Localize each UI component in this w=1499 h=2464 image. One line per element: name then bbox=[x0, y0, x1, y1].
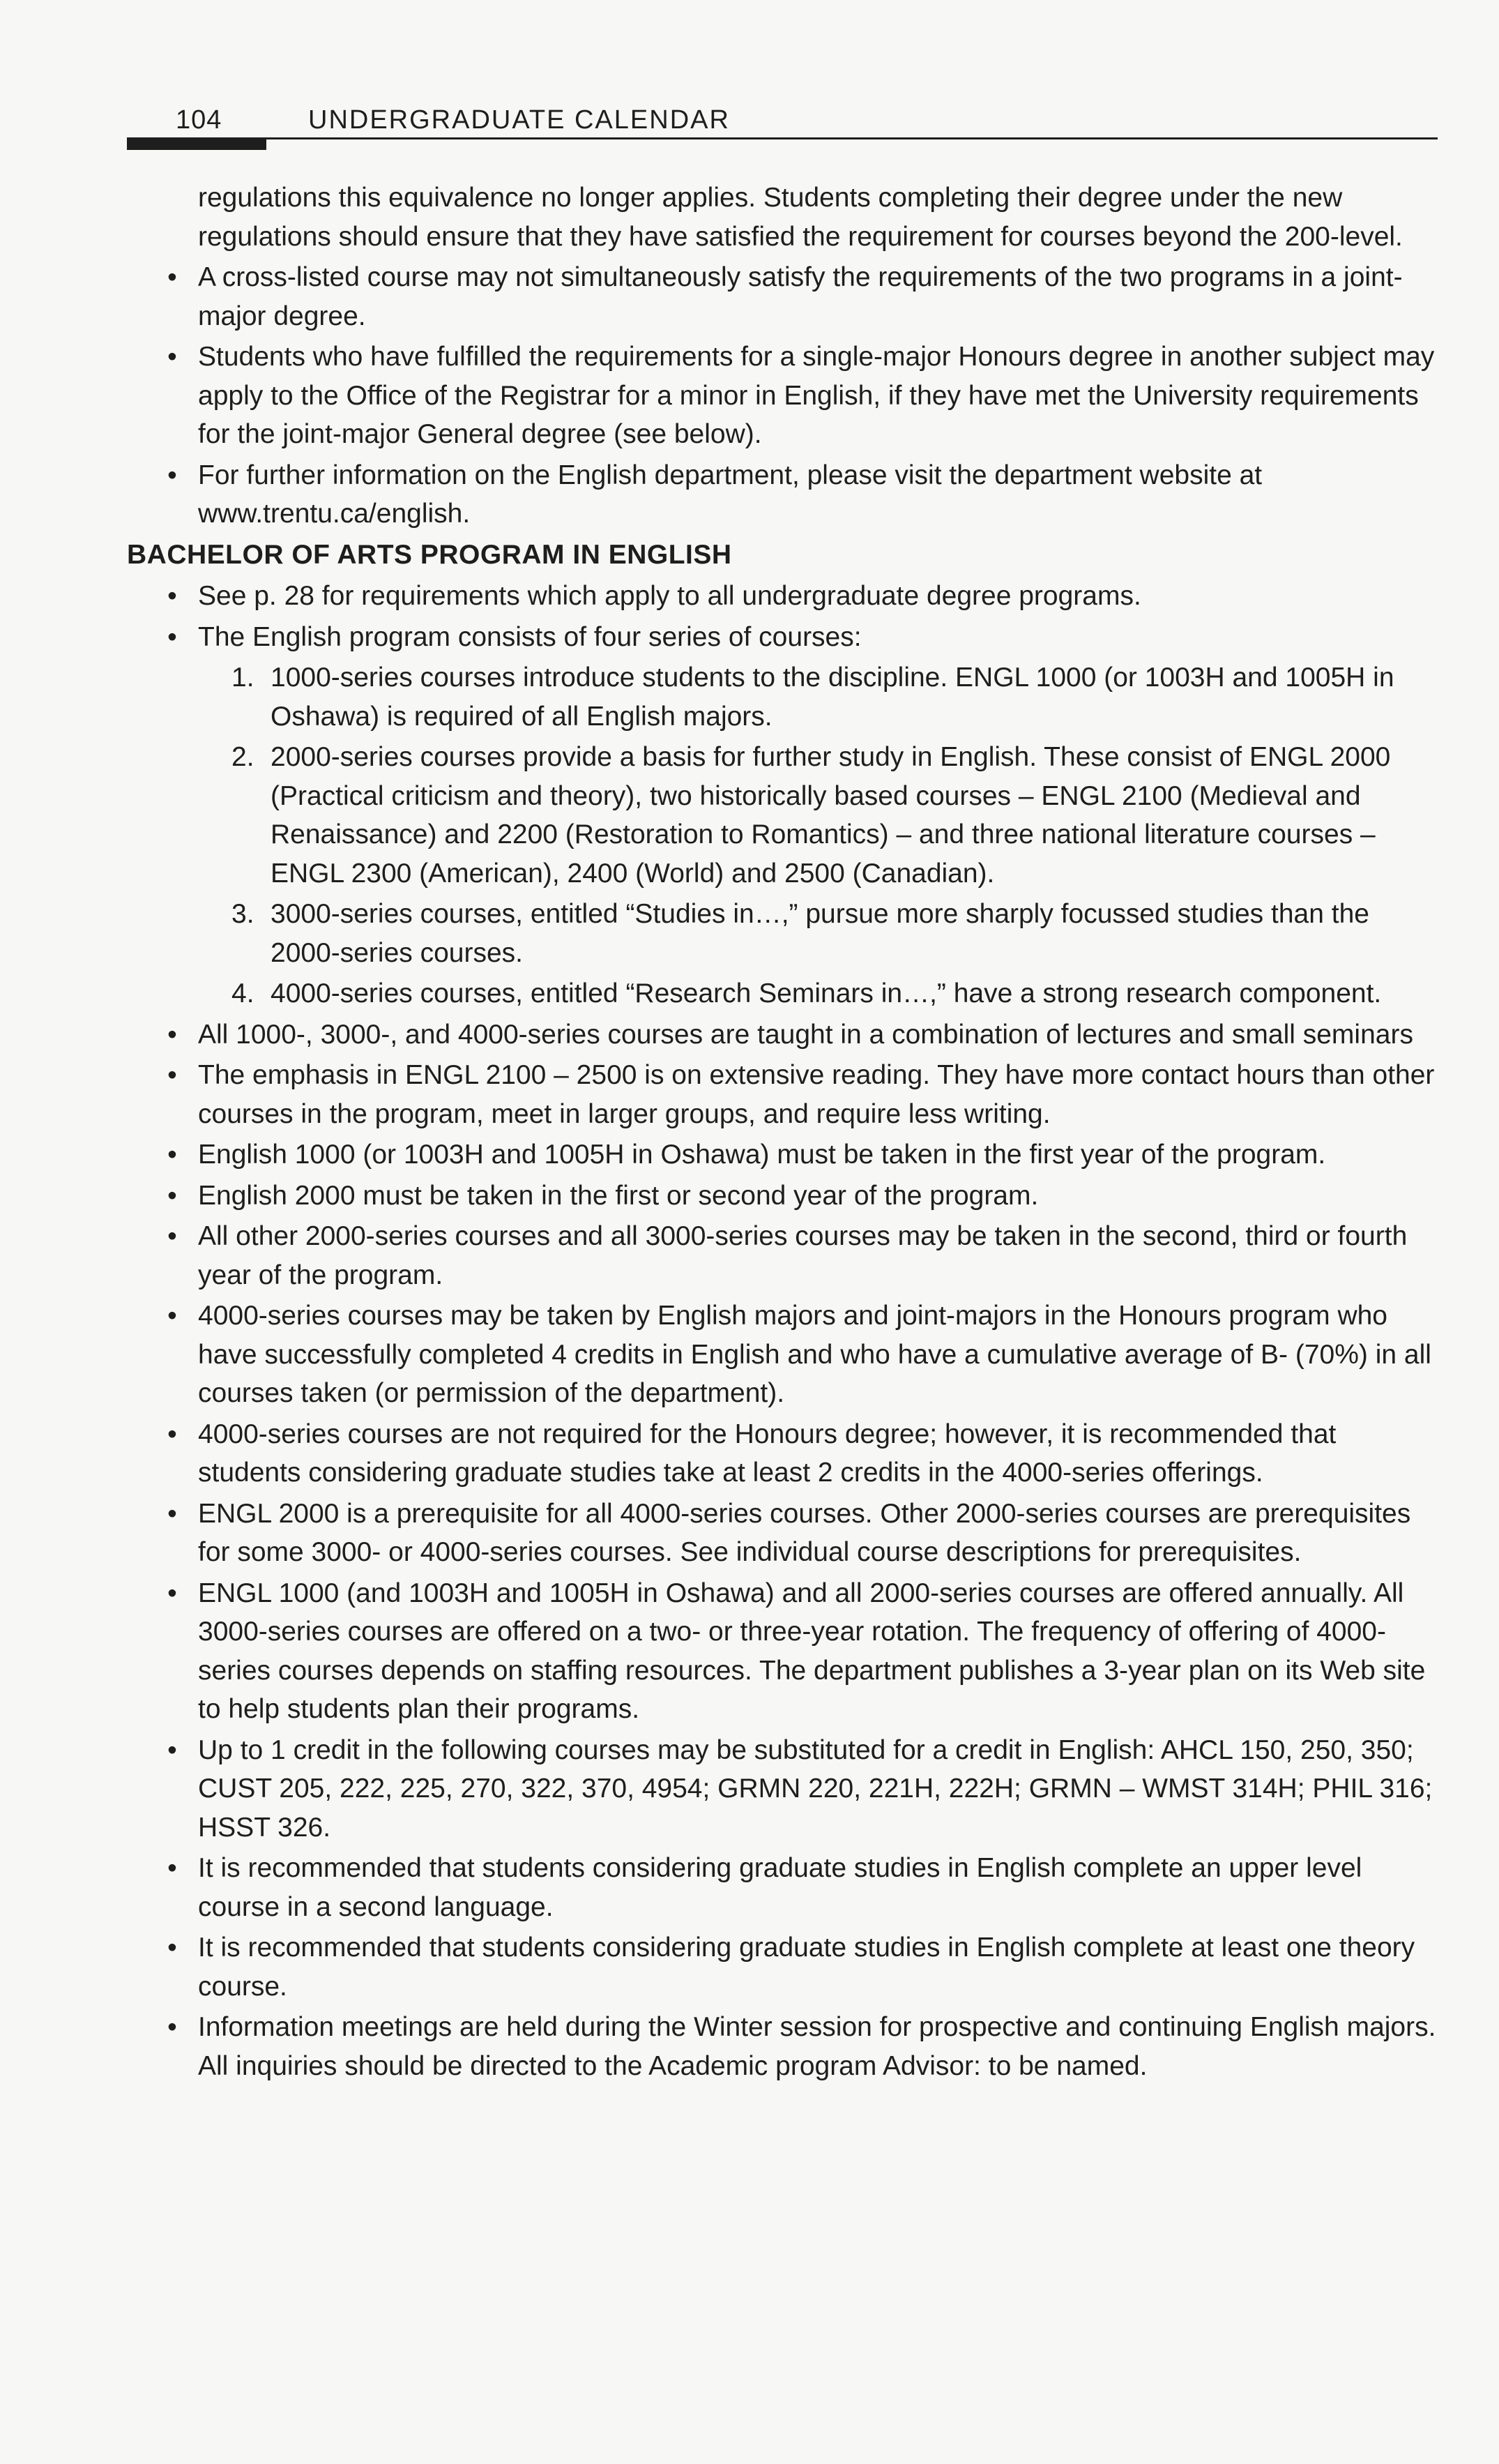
section-title: BACHELOR OF ARTS PROGRAM IN ENGLISH bbox=[127, 539, 732, 570]
bullet-icon: • bbox=[167, 1301, 177, 1331]
bullet-icon: • bbox=[167, 460, 177, 490]
list-item: • Students who have fulfilled the requirements for a single-major Honours degree in another subject may apply to the Office of the Registrar for a minor in English, if they have met the University requirements for the joint-major General degree (see below). bbox=[127, 338, 1438, 454]
bullet-icon: • bbox=[167, 1498, 177, 1529]
bullet-icon: • bbox=[167, 1853, 177, 1883]
list-item: • The English program consists of four series of courses: bbox=[127, 618, 1438, 657]
series-item: 4. 4000-series courses, entitled “Research Seminars in…,” have a strong research component. bbox=[127, 974, 1438, 1013]
page-content bbox=[127, 179, 1438, 2087]
list-item: • It is recommended that students considering graduate studies in English complete at least one theory course. bbox=[127, 1928, 1438, 2006]
bullet-icon: • bbox=[167, 1180, 177, 1211]
series-item: 3. 3000-series courses, entitled “Studies in…,” pursue more sharply focussed studies than the 2000-series courses. bbox=[127, 895, 1438, 972]
notes-list bbox=[127, 258, 1438, 534]
bullet-icon: • bbox=[167, 342, 177, 372]
list-item: • Up to 1 credit in the following courses may be substituted for a credit in English: AHCL 150, 250, 350; CUST 205, 222, 225, 270, 322, 370, 4954; GRMN 220, 221H, 222H; GRMN – WMST 314H; PHIL 316; HSST 326. bbox=[127, 1731, 1438, 1847]
bullet-icon: • bbox=[167, 621, 177, 652]
list-item: • 4000-series courses may be taken by English majors and joint-majors in the Honours program who have successfully completed 4 credits in English and who have a cumulative average of B- (70%) in all courses taken (or permission of the department). bbox=[127, 1297, 1438, 1413]
intro-continuation: regulations this equivalence no longer applies. Students completing their degree under the new regulations should ensure that they have satisfied the requirement for courses beyond the 200-level. bbox=[198, 183, 1403, 252]
list-item: • The emphasis in ENGL 2100 – 2500 is on extensive reading. They have more contact hours than other courses in the program, meet in larger groups, and require less writing. bbox=[127, 1056, 1438, 1133]
list-item: • 4000-series courses are not required for the Honours degree; however, it is recommended that students considering graduate studies take at least 2 credits in the 4000-series offerings. bbox=[127, 1415, 1438, 1492]
list-item: • ENGL 2000 is a prerequisite for all 4000-series courses. Other 2000-series courses are prerequisites for some 3000- or 4000-series courses. See individual course descriptions for prerequisites. bbox=[127, 1495, 1438, 1572]
bullet-icon: • bbox=[167, 1140, 177, 1170]
page-header bbox=[176, 99, 1441, 135]
list-item: • Information meetings are held during the Winter session for prospective and continuing English majors. All inquiries should be directed to the Academic program Advisor: to be named. bbox=[127, 2008, 1438, 2085]
bullet-icon: • bbox=[167, 1578, 177, 1608]
list-item: • English 2000 must be taken in the first or second year of the program. bbox=[127, 1177, 1438, 1216]
program-notes-list bbox=[127, 1015, 1438, 2086]
bullet-icon: • bbox=[167, 262, 177, 292]
series-number: 1. bbox=[231, 663, 254, 693]
series-list bbox=[127, 658, 1438, 1013]
bullet-icon: • bbox=[167, 1419, 177, 1449]
bullet-icon: • bbox=[167, 1933, 177, 1963]
list-item: • All other 2000-series courses and all 3000-series courses may be taken in the second, third or fourth year of the program. bbox=[127, 1217, 1438, 1294]
list-item: • See p. 28 for requirements which apply to all undergraduate degree programs. bbox=[127, 577, 1438, 616]
bullet-icon: • bbox=[167, 1221, 177, 1251]
series-number: 2. bbox=[231, 742, 254, 772]
bullet-icon: • bbox=[167, 581, 177, 611]
program-intro-list bbox=[127, 577, 1438, 656]
list-item: • For further information on the English department, please visit the department website at www.trentu.ca/english. bbox=[127, 456, 1438, 534]
header-rule bbox=[127, 137, 1438, 139]
series-item: 2. 2000-series courses provide a basis for further study in English. These consist of ENGL 2000 (Practical criticism and theory), two historically based courses – ENGL 2100 (Medieval and Renaissance) and 2200 (Restoration to Romantics) – and three national literature courses – ENGL 2300 (American), 2400 (World) and 2500 (Canadian). bbox=[127, 738, 1438, 893]
list-item: • ENGL 1000 (and 1003H and 1005H in Oshawa) and all 2000-series courses are offered annually. All 3000-series courses are offered on a two- or three-year rotation. The frequency of offering of 4000-series courses depends on staffing resources. The department publishes a 3-year plan on its Web site to help students plan their programs. bbox=[127, 1574, 1438, 1729]
list-item: • English 1000 (or 1003H and 1005H in Oshawa) must be taken in the first year of the program. bbox=[127, 1135, 1438, 1174]
list-item: • It is recommended that students considering graduate studies in English complete an upper level course in a second language. bbox=[127, 1849, 1438, 1926]
calendar-title: UNDERGRADUATE CALENDAR bbox=[308, 105, 730, 135]
series-number: 4. bbox=[231, 978, 254, 1008]
bullet-icon: • bbox=[167, 1019, 177, 1050]
list-item: • A cross-listed course may not simultaneously satisfy the requirements of the two programs in a joint-major degree. bbox=[127, 258, 1438, 335]
series-item: 1. 1000-series courses introduce students to the discipline. ENGL 1000 (or 1003H and 1005H in Oshawa) is required of all English majors. bbox=[127, 658, 1438, 736]
bullet-icon: • bbox=[167, 1734, 177, 1765]
header-rule-accent bbox=[127, 137, 266, 150]
list-item: • All 1000-, 3000-, and 4000-series courses are taught in a combination of lectures and small seminars bbox=[127, 1015, 1438, 1055]
series-number: 3. bbox=[231, 899, 254, 929]
bullet-icon: • bbox=[167, 2012, 177, 2042]
page-number: 104 bbox=[176, 105, 222, 135]
bullet-icon: • bbox=[167, 1060, 177, 1090]
